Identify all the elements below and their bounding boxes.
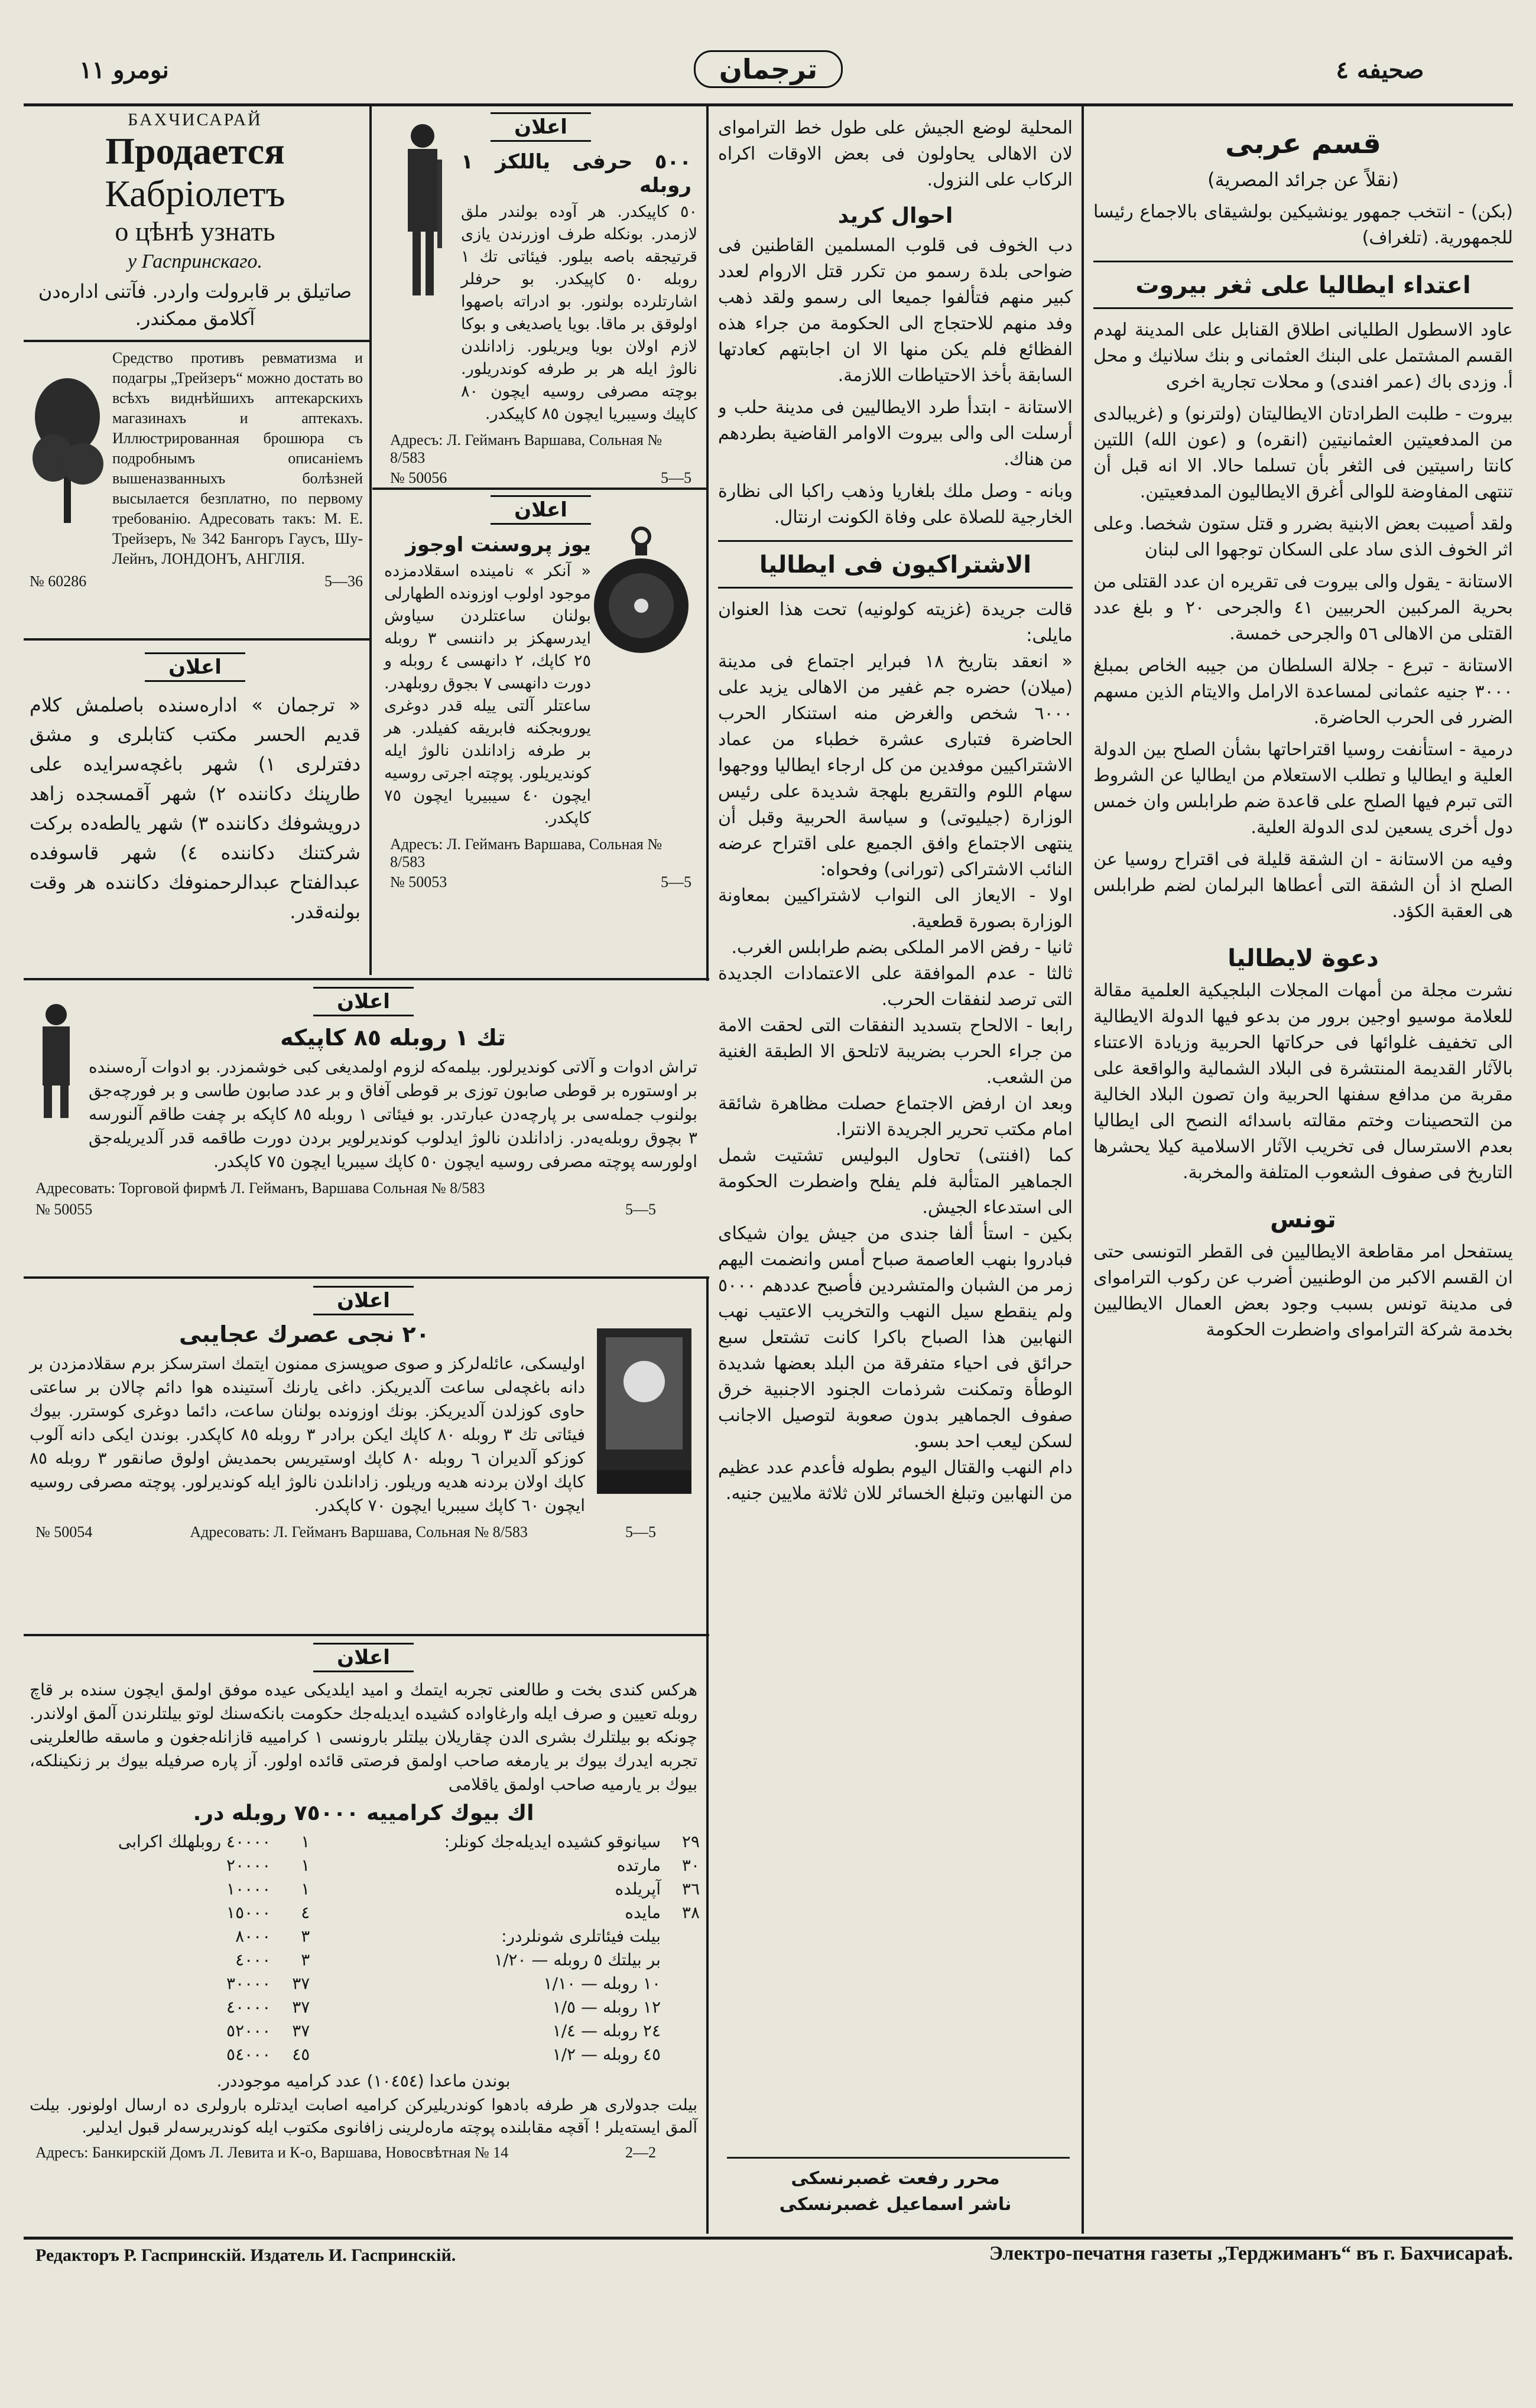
- prize-cell-amount: ٥٤٠٠٠: [226, 2045, 271, 2064]
- ad-meta: [35, 1201, 703, 1218]
- prize-row: [24, 1972, 703, 1996]
- ad-meta: [35, 2144, 703, 2162]
- prize-cell-count: ٣٧: [292, 1997, 310, 2017]
- ad-arabic-line: صاتيلق بر قابرولت واردر. فآتنى ادارەدن آكلامق ممكندر.: [38, 280, 352, 330]
- ad-footer-2: بيلت جدولارى هر طرفه بادهوا كوندريليركن كراميه اصابت ايدتلره بارولرى ده ارسال اولونور. بيلت آلمق ايستەيلر ! آقچه مقابلنده پوچته مارەلرينى زافانوى مكتوب ايله كوندريرسەلر قبول ايدلير.: [30, 2096, 697, 2137]
- socialists-intro: قالت جريدة (غزيته كولونيه) تحت هذا العنوان مايلى:: [718, 599, 1073, 646]
- prize-cell-label: بيلت فيئاتلرى شونلردر:: [501, 1926, 661, 1946]
- ad-repeat: 5—5: [625, 1201, 656, 1218]
- socialists-p4: ثانيا - رفض الامر الملكى بضم طرابلس الغرب.: [731, 937, 1073, 958]
- barber-illustration: [30, 1000, 83, 1124]
- prize-cell-no: [664, 1925, 703, 1948]
- ad-razor: [24, 982, 703, 1275]
- ad-number: № 50056: [390, 469, 447, 485]
- ad-line-4: у Гаспринскаго.: [128, 251, 262, 272]
- ad-footer-1: بوندن ماعدا (١٠٤٥٤) عدد كراميه موجوددر.: [216, 2071, 511, 2091]
- prize-cell-amount: ١٠٠٠٠: [226, 1879, 271, 1899]
- news-column: [718, 115, 1073, 2148]
- ad-terjuman: [24, 644, 366, 975]
- signatures: [718, 2166, 1073, 2231]
- ad-line-1: Продается: [105, 130, 285, 172]
- prize-cell-count: ١: [301, 1879, 310, 1899]
- ad-line-3: о цѣнѣ узнать: [115, 216, 275, 246]
- arabic-section: [1093, 115, 1513, 2231]
- prize-table: [24, 1830, 703, 2066]
- prize-row: [24, 2043, 703, 2066]
- prize-cell-no: ٣٨: [681, 1903, 700, 1922]
- ad-remedy: [24, 346, 366, 635]
- prize-cell-label: بر بيلتك ٥ روبله — ١/٢٠: [493, 1950, 661, 1970]
- publisher-signature: ناشر اسماعيل غصبرنسكى: [779, 2194, 1012, 2215]
- mantel-clock-illustration: [591, 1322, 697, 1500]
- ad-repeat: 5—5: [625, 1523, 656, 1541]
- ad-headline: ٥٠٠ حرفى ياللكز ١ روبله: [461, 150, 691, 197]
- istanbul-paragraph-1: الاستانة - يقول والى بيروت فى تقريره ان عدد القتلى من بحرية المركبين الحربيين ٤١ والجرحى ٢٠ و بلغ عدد القتلى من الاهالى ٥٦ والجرحى خمسة.: [1093, 571, 1513, 644]
- ad-address: Адресъ: Л. Гейманъ Варшава, Сольная № 8/583: [390, 431, 663, 466]
- ad-line-2: Кабріолетъ: [105, 173, 285, 215]
- crete-headline: احوال كريد: [837, 204, 953, 228]
- ad-clock: [24, 1281, 703, 1630]
- divider: [718, 587, 1073, 589]
- prize-cell-label: ١٠ روبله — ١/١٠: [543, 1974, 661, 1993]
- dawa-headline: دعوة لايطاليا: [1227, 945, 1379, 972]
- prize-row: [24, 1877, 703, 1901]
- istanbul-paragraph-4: وفيه من الاستانة - ان الشقة قليلة فى اقتراح روسيا عن الصلح اذ أن الشقة التى أعطاها البرلمان لضم طرابلس هى العقبة الكؤد.: [1093, 849, 1513, 922]
- prize-cell-amount: ٤٠٠٠: [235, 1950, 271, 1970]
- divider: [718, 540, 1073, 542]
- prize-cell-label: ٢٤ روبله — ١/٤: [552, 2021, 661, 2040]
- prize-cell-count: ١: [301, 1855, 310, 1875]
- beirut-headline: اعتداء ايطاليا على ثغر بيروت: [1135, 272, 1471, 299]
- ad-headline: تك ١ روبله ٨٥ كاپيكه: [280, 1025, 506, 1051]
- ad-divider: [24, 638, 369, 641]
- ad-divider: [24, 1276, 709, 1279]
- dawa-body: نشرت مجلة من أمهات المجلات البلجيكية العلمية مقالة للعلامة موسيو اوجين برور من بدعو فيها الدولة الايطالية الى تخفيف غلوائها فى حركاتها الحربية وزيادة الاعتناء بالآثار القديمة المنتشرة فى البلاد الشمالية والواقعة على مقربة من مدافع سفنها الحربية وان تصون البلاد الخالية من التحصينات وختم مقالته باسدائه النصح الى ايطاليا بعدم الاسترسال فى تخريب الآثار الاسلامية كيلا يحشرها التاريخ فى صفوف الشعوب المتلفة والمخربة.: [1093, 980, 1513, 1183]
- ad-repeat: 5—5: [661, 469, 691, 485]
- peking-news: (بكن) - انتخب جمهور يونشيكين بولشيقاى بالاجماع رئيسا للجمهورية. (تلغراف): [1093, 202, 1513, 248]
- ad-title: اعلان: [313, 1643, 414, 1672]
- ad-subtitle: اك بيوك كرامييه ٧٥٠٠٠ روبله در.: [193, 1801, 534, 1825]
- beirut-paragraph-2: بيروت - طلبت الطرادتان الايطاليتان (ولترنو) و (غريبالدى من المدفعيتين العثمانيتين (انقره) و (عون الله) اللتين كانتا راسيتين فى الثغر بأن تسلما حالا. الا انه قبل أن تنتهى المفاوضة للوالى أغرق الايطاليون المدفعيتين.: [1093, 404, 1513, 502]
- issue-number: نومرو ١١: [79, 56, 169, 84]
- column-rule-3: [369, 106, 372, 975]
- ad-repeat: 5—36: [324, 573, 363, 590]
- column-rule-2b: [706, 1276, 709, 2234]
- prize-cell-amount: ٣٠٠٠٠: [226, 1974, 271, 1993]
- prize-cell-count: ٣: [301, 1926, 310, 1946]
- ad-title: اعلان: [491, 495, 591, 525]
- prize-cell-no: ٢٩: [681, 1832, 700, 1851]
- ad-body: Средство противъ ревматизма и подагры „Трейзеръ“ можно достать во всѣхъ виднѣйшихъ аптекарскихъ магазинахъ и аптекахъ. Иллюстрированная брошюра съ подробнымъ описаніемъ вышеназванныхъ болѣзней высылается безплатно, по первому требованію. Адресовать такъ: М. Е. Трейзеръ, № 342 Бангоръ Гаусъ, Шу-Лейнъ, ЛОНДОНЪ, АНГЛІЯ.: [112, 349, 363, 567]
- prize-cell-label: ٤٥ روبله — ١/٢: [552, 2045, 661, 2064]
- ad-title: اعلان: [145, 652, 245, 682]
- prize-cell-no: ٣٠: [681, 1855, 700, 1875]
- ad-meta: [390, 873, 703, 891]
- ad-divider: [372, 488, 706, 490]
- ad-printing-set: [378, 106, 703, 485]
- istanbul-paragraph-2: الاستانة - تبرع - جلالة السلطان من جيبه الخاص بمبلغ ٣٠٠٠ جنيه عثمانى لمساعدة الارامل والايتام الذين مسهم الضرر فى الحرب الحاضرة.: [1093, 655, 1513, 728]
- divider: [1093, 261, 1513, 262]
- prize-cell-count: ٣٧: [292, 1974, 310, 1993]
- section-source: (نقلاً عن جرائد المصرية): [1207, 168, 1399, 191]
- ad-body: « ترجمان » ادارەسندە باصلمش كلام قديم الحسر مكتب كتابلرى و مشق دفترلرى ١) شهر باغچەسرايدە على طارپنك دكانندە ٢) شهر آقمسجدە زاهد درويشوفك دكانندە ٣) شهر يالطەدە بركت شركتنك دكانندە ٤) شهر قاسوفدە عبدالفتاح عبدالرحمنوفك دكانندە هر وقت بولنەقدر.: [30, 694, 361, 923]
- ad-title: اعلان: [491, 112, 591, 142]
- prize-cell-amount: ٢٠٠٠٠: [226, 1855, 271, 1875]
- socialists-p6: رابعا - الالحاح بتسديد النفقات التى لحقت الامة من جراء الحرب بضريبة لاتلحق الا الطبقة الغنية من الشعب.: [718, 1015, 1073, 1088]
- socialists-p5: ثالثا - عدم الموافقة على الاعتمادات الجديدة التى ترصد لنفقات الحرب.: [718, 963, 1073, 1010]
- ad-lottery: [24, 1638, 703, 2232]
- ad-city: БАХЧИСАРАЙ: [128, 110, 262, 129]
- ad-body: ٥٠ كاپيكدر. هر آوده بولندر ملق لازمدر. بونكله طرف اوزرندن يازى قرتيجقه باصه بيلور. فيئاتى تك ١ روبله ٥٠ كاپيكدر. بو حرفلر اشارتلرده بولنور. بو ادراته باصهوا اولوقق بر ماقا. بويا ياصديغى و بوكا لازم اولان بويا ويريلور. زادانلدن نالوژ ايله هر بر طرفه كوندريلور. بوچته مصرفى روسيه ايچون ٨٠ كاپيك وسيبريا ايچون ٨٥ كاپيكدر.: [461, 203, 697, 423]
- socialists-headline: الاشتراكيون فى ايطاليا: [759, 551, 1032, 579]
- socialists-p10: دام النهب والقتال اليوم بطوله فأعدم عدد عظيم من النهابين وتبلغ الخسائر للان ثلاثة ملايين جنيه.: [718, 1457, 1073, 1504]
- prize-cell-no: [664, 2043, 703, 2066]
- prize-cell-label: آپريلدە: [615, 1879, 661, 1899]
- footer-press: Электро-печатня газеты „Терджиманъ“ въ г. Бахчисараѣ.: [989, 2243, 1513, 2264]
- divider: [1093, 307, 1513, 309]
- ad-number: № 50055: [35, 1201, 93, 1218]
- editor-signature: محرر رفعت غصبرنسكى: [791, 2168, 1000, 2189]
- plant-illustration: [30, 375, 106, 529]
- tunis-headline: تونس: [1270, 1206, 1336, 1233]
- prize-cell-amount: ٨٠٠٠: [235, 1926, 271, 1946]
- ad-body: اوليسكى، عائلەلركز و صوى صوپسزى ممنون ايتمك استرسكز برم سقلادمزدن بر دانه باغچەلى ساعت آلديريكز. داغى يارنك آستينده هوا دائم چالان بر ساعتى حاوى كوزلدن آلديريكز. بونك اوزونده بولنان ساعت، دائما دوغرى كوسترر. بيوك فيئاتى تك ٣ روبله ٨٠ كاپك ايكن برادر ٣ روبله ٨٥ كاپكدر. بوندن ايكى دانه آلوب كوزكو آلديران ٦ روبله ٨٠ كاپك اوستيريس بحمديش اولوق صانقور ٣ روبله ٨٥ كاپك اولان بردنه هديه وريلور. زادانلدن نالوژ ايله كونديرلور. پوچته مصرفى روسيه ايچون ٦٠ كاپك سيبريا ايچون ٧٠ كاپكدر.: [30, 1354, 586, 1515]
- column-rule-1: [1082, 106, 1084, 2234]
- prize-cell-amount: ٤٠٠٠٠: [226, 1997, 271, 2017]
- prize-cell-count: ١: [301, 1832, 310, 1851]
- prize-cell-no: [664, 2019, 703, 2043]
- ad-divider: [24, 1634, 709, 1636]
- ad-body: « آنكر » ناميندە اسقلادمزده موجود اولوب اوزونده الطهارلى بولنان ساعتلردن سياوش ايدرسهكز بر داننسى ٣ روبله ٢٥ كاپك، ٢ دانهسى ٤ روبله و دورت دانهسى ٧ بجوق روبلهدر. ساعتلر آلتى ييله قدر دوغرى يوروبجكنه فابريقه كفيلدر. هر بر طرفه زادانلدن نالوژ ايله كونديريلور. پوچته اجرتى روسيه ايچون ٤٠ سيبيريا ايچون ٧٥ كاپكدر.: [384, 562, 592, 827]
- crete-body: دب الخوف فى قلوب المسلمين القاطنين فى ضواحى بلدة رسمو من تكرر قتل الاروام لعدد كبير منهم فتألفوا جميعا الى رسمو ولقد ذهب وفد منهم للاحتجاج الى الحكومة من جراء هذه الفظائع فلم يكن منها الا ان اجابتهم كعادتها السابقة بأخذ الاحتياطات اللازمة.: [718, 235, 1073, 386]
- ad-divider: [24, 340, 369, 342]
- prize-cell-no: [664, 1972, 703, 1996]
- prize-cell-amount: ٥٢٠٠٠: [226, 2021, 271, 2040]
- gentleman-illustration: [390, 118, 455, 307]
- column-rule-2a: [706, 106, 709, 981]
- vienna-body: وبانه - وصل ملك بلغاريا وذهب راكبا الى نظارة الخارجية للصلاة على وفاة الكونت ارنتال.: [718, 481, 1073, 528]
- prize-cell-count: ٤٥: [292, 2045, 310, 2064]
- ad-number: № 50054: [35, 1523, 93, 1541]
- prize-row: [24, 1948, 703, 1972]
- ad-title: اعلان: [313, 1286, 414, 1315]
- ad-address: Адресъ: Л. Гейманъ Варшава, Сольная № 8/583: [390, 836, 663, 870]
- prize-cell-label: مارتدە: [616, 1855, 661, 1875]
- ad-meta: [30, 573, 363, 590]
- prize-row: [24, 1854, 703, 1877]
- prize-cell-label: سيانوقو كشيدە ايديلەجك كونلر:: [444, 1832, 661, 1851]
- socialists-p2: « انعقد بتاريخ ١٨ فبراير اجتماع فى مدينة (ميلان) حضره جم غفير من الاهالى يزيد على ٦٠٠٠ شخص والغرض منه استنكار الحرب الحاضرة فتبارى عشرة خطباء من عماد الاشتراكيين موفدين من كل ارجاء ايطاليا ووجهوا سهام اللوم والتقريع بلهجة شديدة على رئيس الوزارة (جيليوتى) و سياسة الحربية وقبل أن ينتهى الاجتماع وافق الجميع على اقتراح عرضه النائب الاشتراكى (تورانى) وفحواه:: [718, 651, 1073, 880]
- signature-rule: [727, 2157, 1070, 2159]
- istanbul-body: الاستانة - ابتدأ طرد الايطاليين فى مدينة حلب و أرسلت الى والى بيروت الاوامر القاضية بطردهم من هناك.: [718, 397, 1073, 470]
- socialists-p9: بكين - استأ ألفا جندى من جيش يوان شيكاى فبادروا بنهب العاصمة صباح أمس وانضمت اليهم زمر من الشبان والمتشردين فأصبح عددهم ٥٠٠٠ ولم ينقطع سيل النهب والتخريب الاعتيب نهب النهابين هذا الصباح باكرا كانت تشتعل سبع حرائق فى احياء متفرقة من البلد بعضها شديدة الوطأة وتمكنت شرذمات الجنود الاجنبية خرق صفوف الجماهير بدون صعوبة لتوصيل الاجانب لسكن ليعب احد بسو.: [718, 1223, 1073, 1452]
- prize-row: [24, 1901, 703, 1925]
- ad-headline: ٢٠ نجى عصرك عجايبى: [179, 1321, 430, 1347]
- ad-title: اعلان: [313, 987, 414, 1016]
- prize-cell-label: مايدە: [625, 1903, 661, 1922]
- socialists-p8: كما (افنتى) تحاول البوليس تشتيت شمل الجماهير المتألبة فلم يفلح واضطرت الحكومة الى استدعاء الجيش.: [718, 1145, 1073, 1218]
- ad-number: № 60286: [30, 573, 87, 590]
- ad-repeat: 2—2: [625, 2144, 656, 2161]
- ad-address: Адресовать: Л. Гейманъ Варшава, Сольная № 8/583: [190, 1523, 528, 1541]
- prize-row: [24, 1830, 703, 1854]
- pocket-watch-illustration: [591, 526, 691, 662]
- ad-intro: هركس كندى بخت و طالعنى تجربه ايتمك و اميد ايلديكى عيدە موفق اولمق ايچون سندە بر قاچ روبلە تعيين و صرف ايلە وارغاوادە كشيدە ايديلەجك حكومت بانكەسنك لوتو بيلتلرندن آلمق اولاندر. چونكه بو بيلتلرك بشرى الدن چقاريلان بيلتلر بارونسى ١ كرامييه قازانلەجغون و ماسقه طالعلرينى تجربه ايدرك بيوك بر يارمغه صاحب اولمق فرصتى قائدە اولور. آز پارە صرفيلە بيوك بر زنكينلكه، بيوك بر يارميه صاحب اولمق ياقلامى: [30, 1680, 697, 1794]
- prize-cell-no: [664, 1948, 703, 1972]
- prize-cell-count: ٣: [301, 1950, 310, 1970]
- prize-cell-amount: ٤٠٠٠٠ روبلهلك اكرابى: [118, 1832, 271, 1851]
- ad-address: Адресовать: Торговой фирмѣ Л. Гейманъ, Варшава Сольная № 8/583: [35, 1179, 485, 1197]
- beirut-paragraph-1: عاود الاسطول الطليانى اطلاق القنابل على المدينة لهدم القسم المشتمل على البنك العثمانى و بنك سلانيك و محل أ. وزدى باك (عمر افندى) و محلات تجارية اخرى: [1093, 320, 1513, 392]
- tunis-body: يستفحل امر مقاطعة الايطاليين فى القطر التونسى حتى ان القسم الاكبر من الوطنيين أضرب عن ركوب الترامواى فى مدينة تونس بسبب وجود بعض العمال الايطاليين بخدمة شركة الترامواى واضطرت الحكومة: [1093, 1242, 1513, 1340]
- footer-editor: Редакторъ Р. Гаспринскій. Издатель И. Гаспринскій.: [35, 2245, 456, 2265]
- section-title: قسم عربى: [1225, 127, 1381, 160]
- ad-repeat: 5—5: [661, 873, 691, 891]
- footer-rule: [24, 2237, 1513, 2240]
- prize-cell-no: [664, 1996, 703, 2019]
- ad-cabriolet: [24, 106, 366, 337]
- ad-headline: يوز پروسنت اوجوز: [405, 533, 591, 557]
- prize-cell-count: ٣٧: [292, 2021, 310, 2040]
- ad-body: تراش ادوات و آلاتى كونديرلور. بيلمەكه لزوم اولمديغى كبى خوشمزدر. بو ادوات آرەسندە بر اوستوره بر قوطى صابون توزى بر قوطى آفاق و بر عدد صابون طاسى و بر فورچەجق بولنوب جملەسى بر پارچەدن عبارتدر. بو فيئاتى ١ روبله ٨٥ كاپكه بر چفت طاقم آلنورسە ٣ بچوق روبلەيەدر. زادانلدن نالوژ ايدلوب كونديرلوير بردن دورت طاقمه قدر آلديريلەجق اولورسە پوچته مصرفى روسيه ايچون ٥٠ كاپك سيبريا ايچون ٧٥ كاپكدر.: [89, 1057, 697, 1171]
- ad-watch: [378, 490, 703, 975]
- socialists-p3: اولا - الايعاز الى النواب لاشتراكيين بمعاونة الوزارة بصورة قطعية.: [718, 885, 1073, 932]
- ad-meta: [390, 469, 703, 485]
- ad-number: № 50053: [390, 873, 447, 891]
- ad-divider: [24, 978, 709, 980]
- masthead: [650, 50, 886, 98]
- beirut-paragraph-3: ولقد أصيبت بعض الابنية بضرر و قتل ستون شخصا. وعلى اثر الخوف الذى ساد على السكان توجهوا الى لبنان: [1093, 514, 1513, 560]
- top-body: المحلية لوضع الجيش على طول خط الترامواى لان الاهالى يحاولون فى بعض الاوقات اكراه الركاب على النزول.: [718, 118, 1073, 190]
- prize-cell-no: ٣٦: [681, 1879, 700, 1899]
- page-number-label: صحيفه ٤: [1336, 56, 1424, 84]
- prize-cell-label: ١٢ روبله — ١/٥: [552, 1997, 661, 2017]
- prize-row: [24, 1925, 703, 1948]
- masthead-title: ترجمان: [694, 50, 843, 88]
- ad-meta: [35, 1523, 703, 1541]
- socialists-p7: وبعد ان ارفض الاجتماع حصلت مظاهرة شائقة امام مكتب تحرير الجريدة الانترا.: [718, 1093, 1073, 1140]
- prize-row: [24, 1996, 703, 2019]
- prize-cell-amount: ١٥٠٠٠: [226, 1903, 271, 1922]
- prize-cell-count: ٤: [301, 1903, 310, 1922]
- ad-address: Адресъ: Банкирскій Домъ Л. Левита и К-о, Варшава, Новосвѣтная № 14: [35, 2144, 509, 2161]
- prize-row: [24, 2019, 703, 2043]
- istanbul-paragraph-3: درمية - استأنفت روسيا اقتراحاتها بشأن الصلح بين الدولة العلية و ايطاليا و تطلب الاستعلام من ايطاليا عن الشروط التى تبرم فيها الصلح على قاعدة ضم طرابلس وان خمس دول أخرى يسعين لدى الدولة العلية.: [1093, 739, 1513, 838]
